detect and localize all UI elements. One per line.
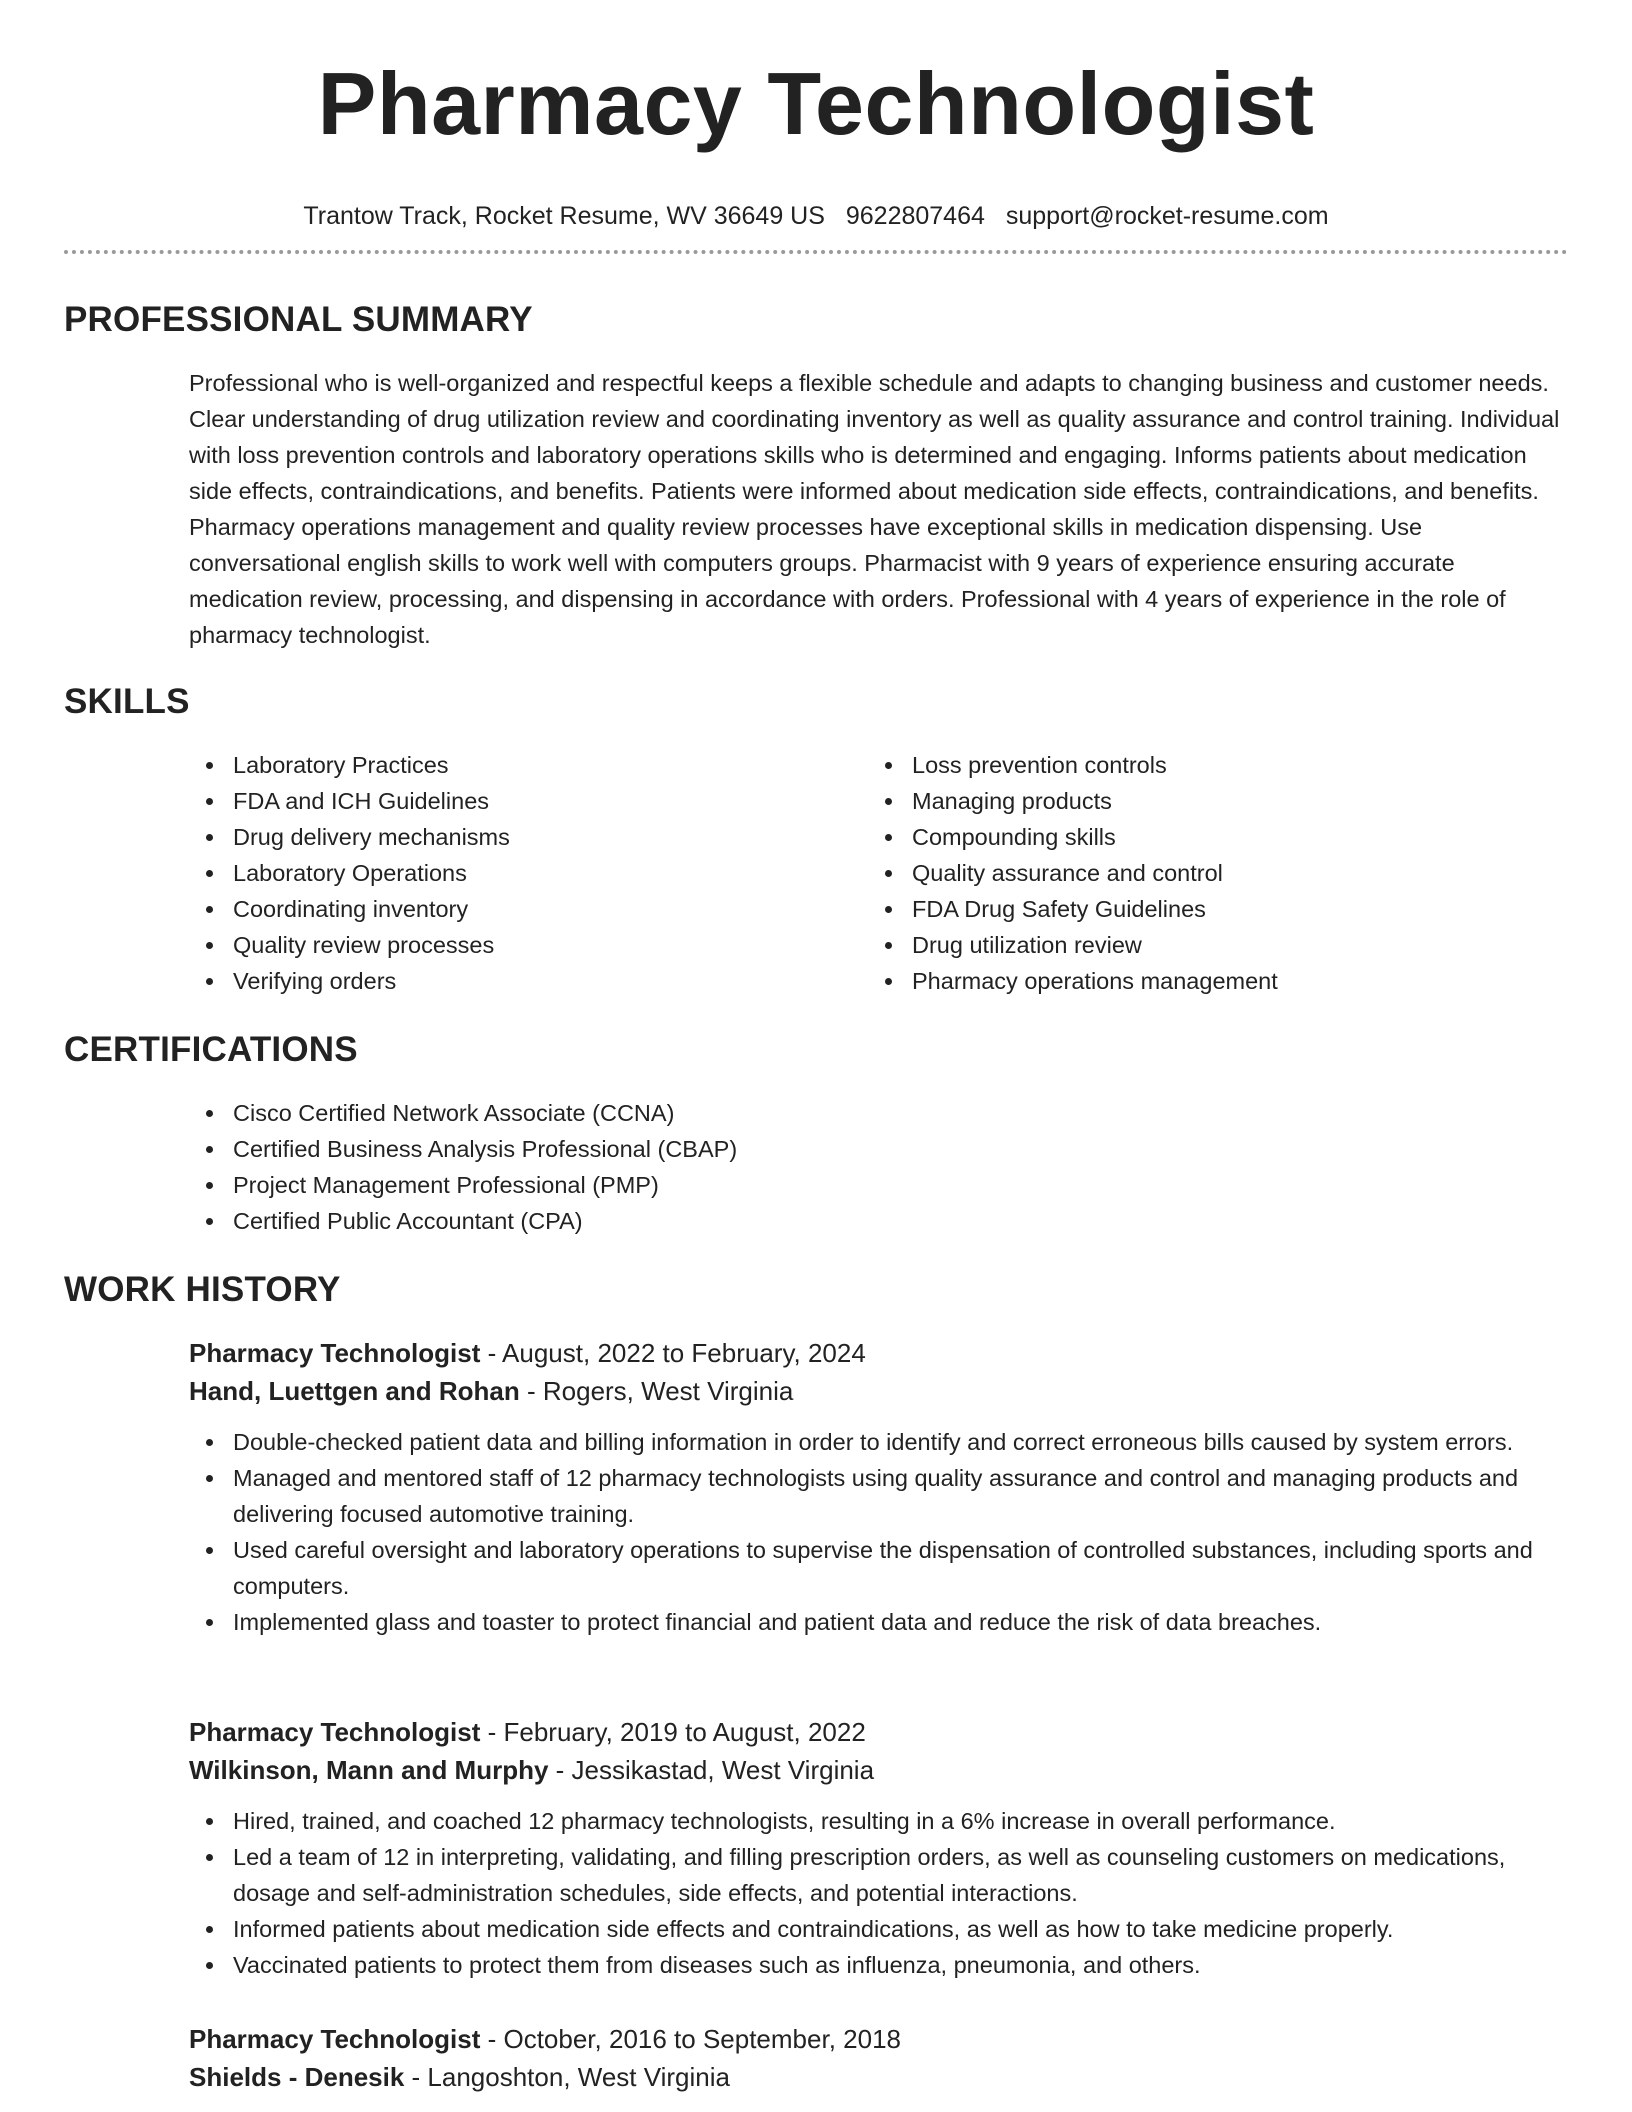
- job-role: Pharmacy Technologist: [189, 2024, 481, 2054]
- skill-item: FDA and ICH Guidelines: [189, 783, 849, 819]
- certification-item: Project Management Professional (PMP): [189, 1167, 1189, 1203]
- contact-email[interactable]: support@rocket-resume.com: [1005, 202, 1329, 230]
- skill-item: Verifying orders: [189, 963, 849, 999]
- job-company-line: [189, 1372, 1569, 1410]
- job-bullet: Implemented glass and toaster to protect financial and patient data and reduce the risk of data breaches.: [189, 1604, 1569, 1640]
- candidate-name: Pharmacy Technologist: [317, 54, 1315, 153]
- job-company-line: [189, 2058, 1569, 2096]
- job-bullet: Informed patients about medication side effects and contraindications, as well as how to take medicine properly.: [189, 1911, 1569, 1947]
- job-location: - Rogers, West Virginia: [519, 1376, 794, 1406]
- certification-item: Certified Business Analysis Professional (CBAP): [189, 1131, 1189, 1167]
- certifications-heading: CERTIFICATIONS: [64, 1030, 358, 1069]
- skills-heading: SKILLS: [64, 682, 190, 721]
- skill-item: Quality review processes: [189, 927, 849, 963]
- job-bullets: [189, 1424, 1569, 1640]
- certification-item: Cisco Certified Network Associate (CCNA): [189, 1095, 1189, 1131]
- job-entry: [189, 1713, 1569, 1983]
- skill-item: Pharmacy operations management: [868, 963, 1528, 999]
- job-bullet: Hired, trained, and coached 12 pharmacy technologists, resulting in a 6% increase in overall performance.: [189, 1803, 1569, 1839]
- skill-item: Compounding skills: [868, 819, 1528, 855]
- certification-item: Certified Public Accountant (CPA): [189, 1203, 1189, 1239]
- work-history-heading: WORK HISTORY: [64, 1270, 341, 1309]
- job-entry: [189, 2020, 1569, 2096]
- skill-item: FDA Drug Safety Guidelines: [868, 891, 1528, 927]
- skill-item: Quality assurance and control: [868, 855, 1528, 891]
- job-entry: [189, 1334, 1569, 1640]
- job-dates: - February, 2019 to August, 2022: [480, 1717, 866, 1747]
- job-company-line: [189, 1751, 1569, 1789]
- job-bullet: Double-checked patient data and billing information in order to identify and correct erroneous bills caused by system errors.: [189, 1424, 1569, 1460]
- skills-column-right: [868, 747, 1528, 999]
- skill-item: Drug delivery mechanisms: [189, 819, 849, 855]
- job-dates: - October, 2016 to September, 2018: [480, 2024, 901, 2054]
- contact-phone: 9622807464: [845, 202, 985, 230]
- job-bullets: [189, 1803, 1569, 1983]
- certifications-list: [189, 1095, 1189, 1239]
- skill-item: Drug utilization review: [868, 927, 1528, 963]
- job-bullet: Used careful oversight and laboratory operations to supervise the dispensation of controlled substances, including sports and computers.: [189, 1532, 1569, 1604]
- job-company: Wilkinson, Mann and Murphy: [189, 1755, 549, 1785]
- skill-item: Managing products: [868, 783, 1528, 819]
- job-role: Pharmacy Technologist: [189, 1717, 481, 1747]
- skill-item: Laboratory Operations: [189, 855, 849, 891]
- resume-header: [0, 0, 1632, 232]
- skill-item: Loss prevention controls: [868, 747, 1528, 783]
- job-bullet: Managed and mentored staff of 12 pharmacy technologists using quality assurance and control and managing products and delivering focused automotive training.: [189, 1460, 1569, 1532]
- skills-column-left: [189, 747, 849, 999]
- summary-heading: PROFESSIONAL SUMMARY: [64, 300, 533, 339]
- contact-address: Trantow Track, Rocket Resume, WV 36649 US: [303, 202, 825, 230]
- job-bullet: Led a team of 12 in interpreting, validating, and filling prescription orders, as well as counseling customers on medications, dosage and self-administration schedules, side effects, and potential interactions.: [189, 1839, 1569, 1911]
- contact-line: [0, 200, 1632, 232]
- job-company: Shields - Denesik: [189, 2062, 405, 2092]
- skill-item: Coordinating inventory: [189, 891, 849, 927]
- job-title-line: [189, 1713, 1569, 1751]
- job-location: - Jessikastad, West Virginia: [548, 1755, 875, 1785]
- job-dates: - August, 2022 to February, 2024: [480, 1338, 866, 1368]
- header-divider: [64, 250, 1568, 254]
- job-title-line: [189, 1334, 1569, 1372]
- summary-text: Professional who is well-organized and respectful keeps a flexible schedule and adapts to changing business and customer needs. Clear understanding of drug utilization review and coordinating inventory as well as quality assurance and control training. Individual with loss prevention controls and laboratory operations skills who is determined and engaging. Informs patients about medication side effects, contraindications, and benefits. Patients were informed about medication side effects, contraindications, and benefits. Pharmacy operations management and quality review processes have exceptional skills in medication dispensing. Use conversational english skills to work well with computers groups. Pharmacist with 9 years of experience ensuring accurate medication review, processing, and dispensing in accordance with orders. Professional with 4 years of experience in the role of pharmacy technologist.: [189, 370, 1560, 648]
- job-company: Hand, Luettgen and Rohan: [189, 1376, 520, 1406]
- job-location: - Langoshton, West Virginia: [404, 2062, 730, 2092]
- job-bullet: Vaccinated patients to protect them from diseases such as influenza, pneumonia, and others.: [189, 1947, 1569, 1983]
- job-role: Pharmacy Technologist: [189, 1338, 481, 1368]
- skill-item: Laboratory Practices: [189, 747, 849, 783]
- job-title-line: [189, 2020, 1569, 2058]
